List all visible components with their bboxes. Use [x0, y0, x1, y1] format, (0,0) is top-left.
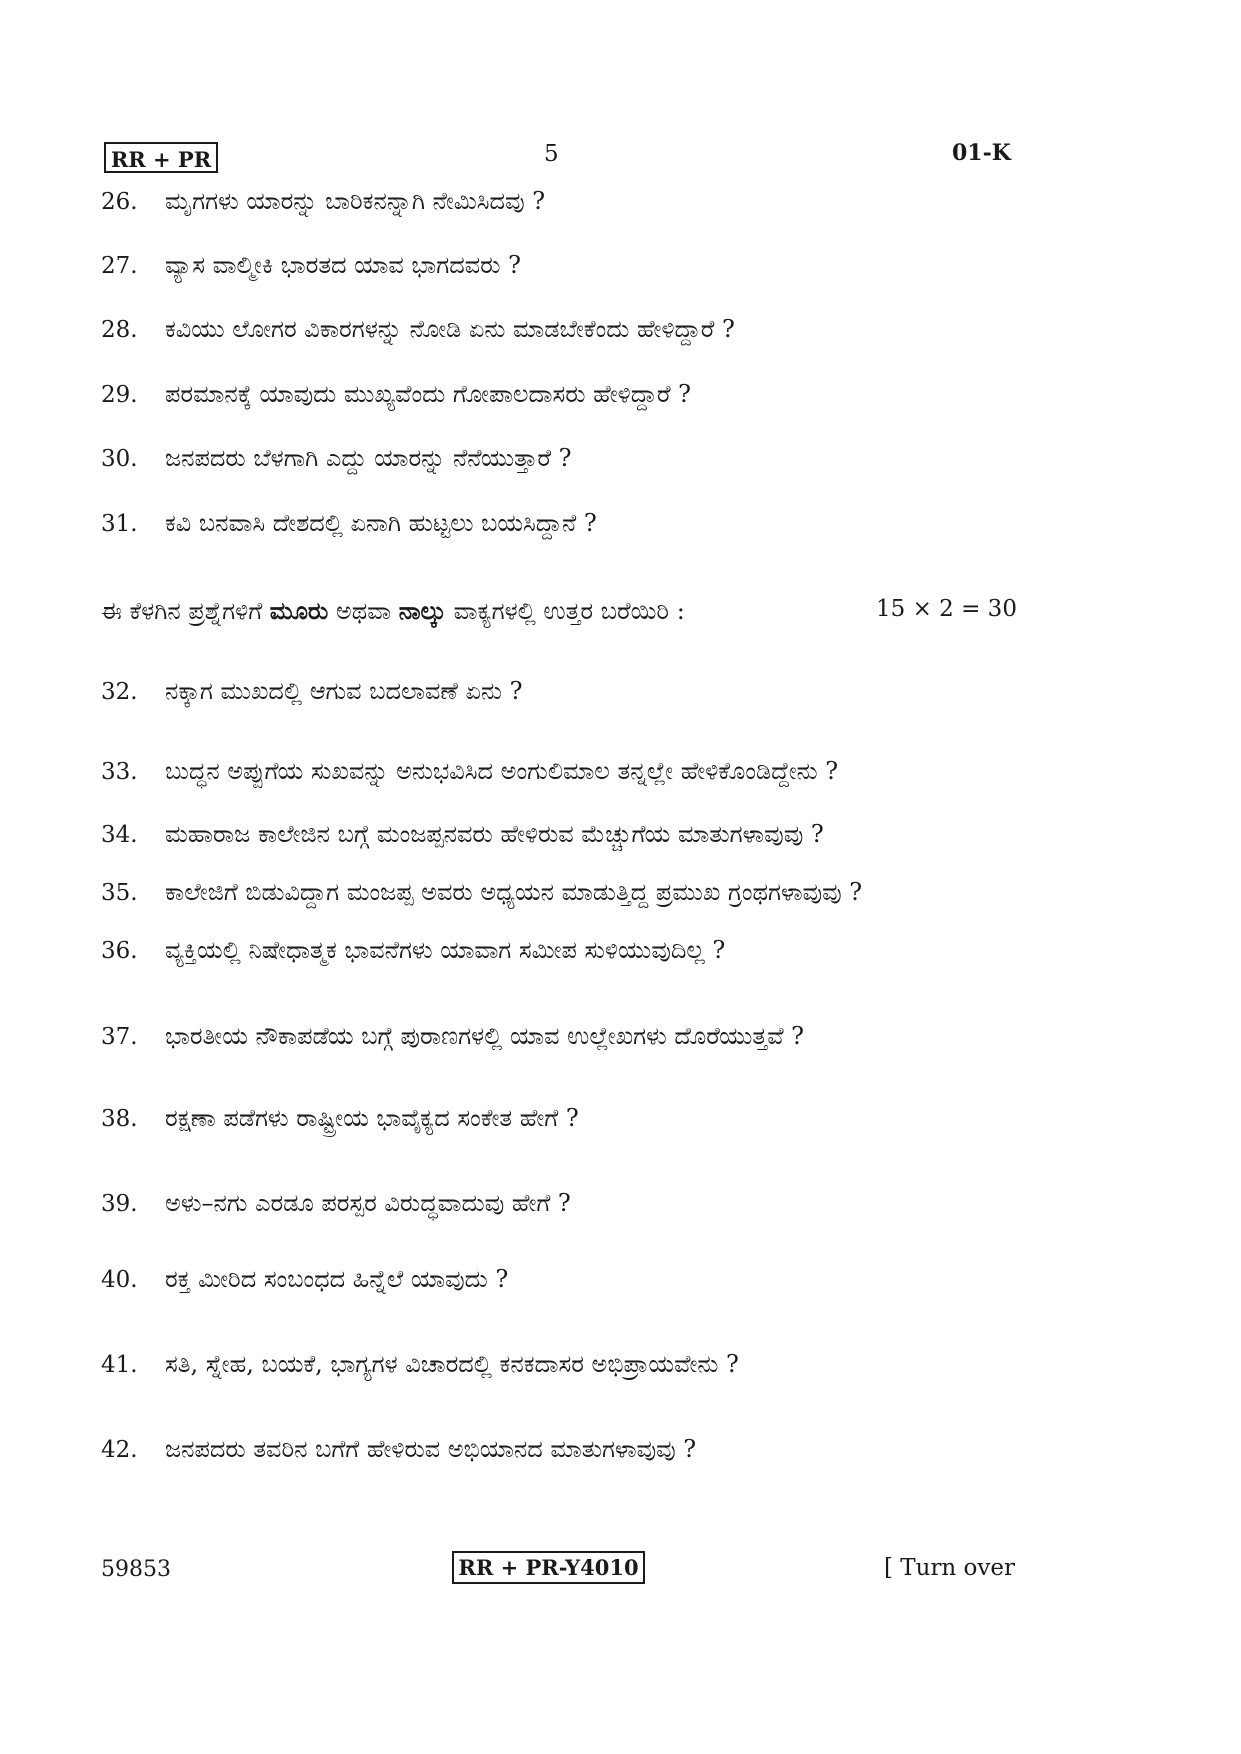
- question-text: ಭಾರತೀಯ ನೌಕಾಪಡೆಯ ಬಗ್ಗೆ ಪುರಾಣಗಳಲ್ಲಿ ಯಾವ ಉಲ್ಲೇಖಗಳು ದೊರೆಯುತ್ತವೆ ?: [165, 1022, 805, 1050]
- question-item: [101, 315, 735, 343]
- instruction-bold-four: ನಾಲ್ಕು: [398, 596, 447, 625]
- instruction-text: ಅಥವಾ: [328, 597, 399, 625]
- question-text: ಮಹಾರಾಜ ಕಾಲೇಜಿನ ಬಗ್ಗೆ ಮಂಜಪ್ಪನವರು ಹೇಳಿರುವ ಮೆಚ್ಚುಗೆಯ ಮಾತುಗಳಾವುವು ?: [165, 820, 824, 848]
- question-item: [101, 1265, 508, 1293]
- question-text: ಜನಪದರು ತವರಿನ ಬಗೆಗೆ ಹೇಳಿರುವ ಅಭಿಯಾನದ ಮಾತುಗಳಾವುವು ?: [165, 1435, 697, 1463]
- question-number: 40.: [101, 1267, 138, 1293]
- question-text: ಬುದ್ಧನ ಅಪ್ಪುಗೆಯ ಸುಖವನ್ನು ಅನುಭವಿಸಿದ ಅಂಗುಲಿಮಾಲ ತನ್ನಲ್ಲೇ ಹೇಳಿಕೊಂಡಿದ್ದೇನು ?: [165, 757, 839, 785]
- question-item: [101, 1435, 696, 1463]
- question-text: ವ್ಯಾಸ ವಾಲ್ಮೀಕಿ ಭಾರತದ ಯಾವ ಭಾಗದವರು ?: [165, 251, 521, 279]
- footer-box-label: RR + PR-Y4010: [452, 1551, 645, 1584]
- question-text: ರಕ್ತ ಮೀರಿದ ಸಂಬಂಧದ ಹಿನ್ನೆಲೆ ಯಾವುದು ?: [165, 1265, 509, 1293]
- question-text: ವ್ಯಕ್ತಿಯಲ್ಲಿ ನಿಷೇಧಾತ್ಮಕ ಭಾವನೆಗಳು ಯಾವಾಗ ಸಮೀಪ ಸುಳಿಯುವುದಿಲ್ಲ ?: [165, 936, 726, 964]
- question-item: [101, 1189, 571, 1217]
- question-number: 30.: [101, 446, 138, 472]
- question-number: 29.: [101, 382, 138, 408]
- question-number: 31.: [101, 511, 138, 537]
- instruction-bold-three: ಮೂರು: [269, 596, 329, 625]
- instruction-text: ವಾಕ್ಯಗಳಲ್ಲಿ ಉತ್ತರ ಬರೆಯಿರಿ :: [446, 597, 685, 625]
- question-item: [101, 1104, 579, 1132]
- question-number: 41.: [101, 1352, 138, 1378]
- question-number: 32.: [101, 679, 138, 705]
- question-number: 37.: [101, 1024, 138, 1050]
- question-text: ಜನಪದರು ಬೆಳಗಾಗಿ ಎದ್ದು ಯಾರನ್ನು ನೆನೆಯುತ್ತಾರೆ ?: [165, 444, 572, 472]
- question-text: ರಕ್ಷಣಾ ಪಡೆಗಳು ರಾಷ್ಟ್ರೀಯ ಭಾವೈಕ್ಯದ ಸಂಕೇತ ಹೇಗೆ ?: [165, 1104, 579, 1132]
- instruction-text: ಈ ಕೆಳಗಿನ ಪ್ರಶ್ನೆಗಳಿಗೆ: [101, 597, 270, 625]
- question-text: ಕವಿ ಬನವಾಸಿ ದೇಶದಲ್ಲಿ ಏನಾಗಿ ಹುಟ್ಟಲು ಬಯಸಿದ್ದಾನೆ ?: [165, 509, 597, 537]
- question-number: 39.: [101, 1191, 138, 1217]
- question-item: [101, 820, 824, 848]
- question-item: [101, 380, 691, 408]
- question-text: ಕವಿಯು ಲೋಗರ ವಿಕಾರಗಳನ್ನು ನೋಡಿ ಏನು ಮಾಡಬೇಕೆಂದು ಹೇಳಿದ್ದಾರೆ ?: [165, 315, 735, 343]
- page-number: 5: [544, 141, 559, 167]
- question-item: [101, 878, 862, 906]
- question-text: ನಕ್ಕಾಗ ಮುಖದಲ್ಲಿ ಆಗುವ ಬದಲಾವಣೆ ಏನು ?: [165, 677, 523, 705]
- question-item: [101, 1022, 804, 1050]
- question-number: 26.: [101, 189, 138, 215]
- turn-over-label: [ Turn over: [884, 1555, 1016, 1581]
- question-item: [101, 187, 545, 215]
- question-text: ಸತಿ, ಸ್ನೇಹ, ಬಯಕೆ, ಭಾಗ್ಯಗಳ ವಿಚಾರದಲ್ಲಿ ಕನಕದಾಸರ ಅಭಿಪ್ರಾಯವೇನು ?: [165, 1350, 739, 1378]
- footer-code: 59853: [101, 1557, 171, 1582]
- header-box-label: RR + PR: [104, 142, 218, 173]
- question-number: 36.: [101, 938, 138, 964]
- question-item: [101, 677, 522, 705]
- question-number: 38.: [101, 1106, 138, 1132]
- question-item: [101, 251, 521, 279]
- question-item: [101, 1350, 739, 1378]
- section-instruction: [101, 596, 685, 625]
- paper-code: 01-K: [952, 140, 1011, 166]
- question-text: ಕಾಲೇಜಿಗೆ ಬಿಡುವಿದ್ದಾಗ ಮಂಜಪ್ಪ ಅವರು ಅಧ್ಯಯನ ಮಾಡುತ್ತಿದ್ದ ಪ್ರಮುಖ ಗ್ರಂಥಗಳಾವುವು ?: [165, 878, 863, 906]
- question-item: [101, 444, 572, 472]
- question-item: [101, 509, 597, 537]
- question-text: ಮೃಗಗಳು ಯಾರನ್ನು ಬಾರಿಕನನ್ನಾಗಿ ನೇಮಿಸಿದವು ?: [165, 187, 546, 215]
- question-text: ಪರಮಾನಕ್ಕೆ ಯಾವುದು ಮುಖ್ಯವೆಂದು ಗೋಪಾಲದಾಸರು ಹೇಳಿದ್ದಾರೆ ?: [165, 380, 692, 408]
- question-item: [101, 757, 838, 785]
- question-number: 28.: [101, 317, 138, 343]
- question-number: 33.: [101, 759, 138, 785]
- section-marks: 15 × 2 = 30: [876, 596, 1017, 622]
- question-number: 35.: [101, 880, 138, 906]
- question-number: 34.: [101, 822, 138, 848]
- question-number: 42.: [101, 1437, 138, 1463]
- question-text: ಅಳು–ನಗು ಎರಡೂ ಪರಸ್ಪರ ವಿರುದ್ಧವಾದುವು ಹೇಗೆ ?: [165, 1189, 571, 1217]
- question-number: 27.: [101, 253, 138, 279]
- question-item: [101, 936, 725, 964]
